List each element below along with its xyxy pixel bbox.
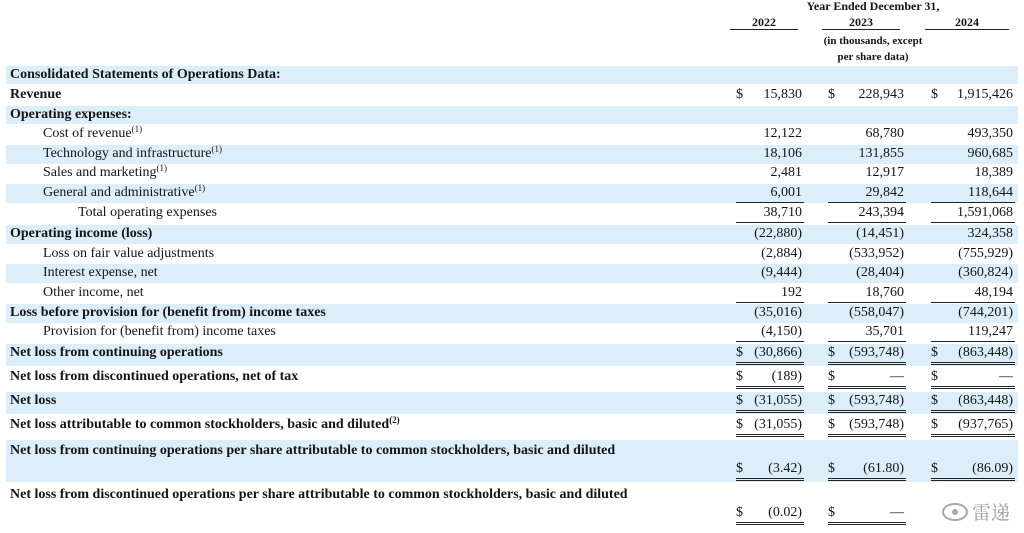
cell-value: 68,780 (865, 126, 904, 141)
cell-2023 (828, 184, 906, 203)
currency-symbol: $ (828, 505, 835, 520)
year-header-2022: 2022 (730, 16, 798, 30)
cell-value: 18,106 (763, 146, 802, 161)
cell-value: (0.02) (768, 505, 802, 520)
row-label-text: Net loss from continuing operations (10, 345, 223, 360)
cell-value: (360,824) (958, 265, 1013, 280)
cell-value: 228,943 (858, 87, 904, 102)
cell-2024 (931, 344, 1015, 365)
cell-value: (22,880) (754, 226, 802, 241)
cell-value: 48,194 (974, 285, 1013, 300)
cell-value: (593,748) (849, 417, 904, 432)
cell-2023 (828, 504, 906, 525)
watermark (942, 498, 1010, 525)
cell-value: (744,201) (958, 305, 1013, 320)
cell-value: (31,055) (754, 417, 802, 432)
year-header-2023: 2023 (822, 16, 900, 30)
footnote-marker: (2) (389, 415, 400, 425)
row-label (43, 284, 144, 302)
row-label-text: Loss on fair value adjustments (43, 246, 215, 261)
row-provision-taxes (6, 323, 1018, 342)
currency-symbol: $ (736, 393, 743, 408)
cell-value: 12,122 (763, 126, 802, 141)
cell-value: 960,685 (967, 146, 1013, 161)
weibo-eye-icon (942, 503, 968, 521)
cell-2024 (931, 204, 1015, 223)
units-note-line1: (in thousands, except (823, 35, 923, 47)
year-header-2024: 2024 (925, 16, 1009, 30)
cell-value: 119,247 (968, 324, 1013, 339)
row-label (43, 264, 158, 282)
cell-2022 (736, 184, 804, 203)
cell-value: 192 (781, 285, 802, 300)
cell-value: (14,451) (856, 226, 904, 241)
row-eps-discontinued (6, 484, 1018, 526)
cell-value: (86.09) (972, 461, 1013, 476)
currency-symbol: $ (931, 461, 938, 476)
currency-symbol: $ (828, 393, 835, 408)
currency-symbol: $ (931, 417, 938, 432)
cell-value: 6,001 (770, 185, 802, 200)
row-label (10, 304, 326, 322)
period-header: Year Ended December 31, (806, 0, 940, 13)
cell-2023 (828, 460, 906, 481)
cell-value: (35,016) (754, 305, 802, 320)
cell-value: 1,915,426 (957, 87, 1013, 102)
row-general-administrative (6, 184, 1018, 203)
cell-2022 (736, 416, 804, 437)
cell-value: 493,350 (967, 126, 1013, 141)
cell-2024 (931, 460, 1015, 481)
units-note-line2: per share data) (837, 51, 909, 63)
cell-2023 (828, 284, 906, 303)
footnote-marker: (1) (194, 183, 206, 193)
currency-symbol: $ (736, 505, 743, 520)
row-label-text: Net loss (10, 393, 57, 408)
row-other-income (6, 284, 1018, 303)
cell-value: 12,917 (865, 165, 904, 180)
currency-symbol: $ (931, 87, 938, 102)
cell-2024 (931, 392, 1015, 413)
cell-value: (593,748) (849, 393, 904, 408)
cell-value: 29,842 (865, 185, 904, 200)
cell-value: (3.42) (768, 461, 802, 476)
currency-symbol: $ (736, 345, 743, 360)
row-label-text: Revenue (10, 87, 62, 102)
currency-symbol: $ (828, 87, 835, 102)
row-cost-of-revenue (6, 125, 1018, 144)
row-operating-income (6, 225, 1018, 244)
currency-symbol: $ (931, 345, 938, 360)
footnote-marker: (1) (131, 124, 143, 134)
cell-value: (533,952) (849, 246, 904, 261)
row-label (10, 392, 56, 410)
footnote-marker: (1) (156, 163, 168, 173)
cell-2023 (828, 323, 906, 342)
row-loss-fair-value (6, 245, 1018, 264)
cell-value: (30,866) (754, 345, 802, 360)
cell-value: 15,830 (763, 87, 802, 102)
row-eps-continuing (6, 440, 1018, 482)
row-label (43, 184, 205, 202)
row-label (10, 416, 400, 434)
cell-2023 (828, 204, 906, 223)
cell-value: (593,748) (849, 345, 904, 360)
cell-2022 (736, 504, 804, 525)
currency-symbol: $ (828, 417, 835, 432)
row-label (10, 485, 730, 504)
cell-2022 (736, 368, 804, 389)
cell-value: (9,444) (761, 265, 802, 280)
cell-2023 (828, 392, 906, 413)
row-net-loss-attributable (6, 416, 1018, 438)
row-label-text: Sales and marketing (43, 165, 157, 180)
cell-value: 35,701 (865, 324, 904, 339)
cell-2024 (931, 284, 1015, 303)
cell-value: (863,448) (958, 393, 1013, 408)
cell-value: (61.80) (863, 461, 904, 476)
currency-symbol: $ (736, 417, 743, 432)
cell-value: (863,448) (958, 345, 1013, 360)
row-label-text: Operating expenses: (10, 107, 132, 122)
cell-2024 (931, 368, 1015, 389)
cell-value: 243,394 (858, 205, 904, 220)
row-loss-before-taxes (6, 304, 1018, 323)
cell-value: — (999, 369, 1013, 384)
cell-value: 1,591,068 (957, 205, 1013, 220)
currency-symbol: $ (828, 345, 835, 360)
row-revenue (6, 86, 1018, 105)
row-label-text: Net loss from continuing operations per share attributable to common stockholders, basic and diluted (10, 443, 616, 458)
cell-2023 (828, 368, 906, 389)
currency-symbol: $ (931, 369, 938, 384)
row-label (10, 225, 152, 243)
row-sales-marketing (6, 164, 1018, 183)
cell-2023 (828, 344, 906, 365)
row-net-loss (6, 392, 1018, 414)
cell-2022 (736, 323, 804, 342)
cell-value: — (890, 369, 904, 384)
row-net-loss-continuing (6, 344, 1018, 366)
row-interest-expense (6, 264, 1018, 283)
row-total-operating-expenses (6, 204, 1018, 224)
cell-value: 118,644 (968, 185, 1013, 200)
cell-2022 (736, 392, 804, 413)
cell-value: (28,404) (856, 265, 904, 280)
row-label-text: Total operating expenses (78, 205, 217, 220)
cell-value: 131,855 (858, 146, 904, 161)
cell-2022 (736, 344, 804, 365)
row-technology-infrastructure (6, 145, 1018, 164)
row-net-loss-discontinued (6, 368, 1018, 390)
units-note (806, 33, 940, 65)
row-label-text: Net loss attributable to common stockholders, basic and diluted (10, 417, 390, 432)
row-label (10, 368, 298, 386)
row-label-text: Operating income (loss) (10, 226, 153, 241)
cell-2024 (931, 416, 1015, 437)
cell-2024 (931, 323, 1015, 342)
row-label-text: Interest expense, net (43, 265, 158, 280)
cell-2023 (828, 416, 906, 437)
row-label-text: Net loss from discontinued operations, net of tax (10, 369, 299, 384)
row-label (78, 204, 217, 222)
cell-2022 (736, 204, 804, 223)
row-label-text: Loss before provision for (benefit from) income taxes (10, 305, 326, 320)
row-label (10, 441, 730, 460)
currency-symbol: $ (828, 461, 835, 476)
footnote-marker: (1) (211, 144, 223, 154)
row-label (10, 86, 61, 104)
row-label-text: Cost of revenue (43, 126, 132, 141)
cell-value: — (890, 505, 904, 520)
cell-value: (937,765) (958, 417, 1013, 432)
row-label (43, 125, 142, 143)
cell-2022 (736, 460, 804, 481)
row-label (10, 66, 281, 84)
row-label-text: Net loss from discontinued operations per share attributable to common stockholders, basic and diluted (10, 487, 628, 502)
section-header-operating-expenses (6, 106, 1018, 124)
row-label-text: Consolidated Statements of Operations Data: (10, 67, 281, 82)
cell-value: (189) (771, 369, 802, 384)
currency-symbol: $ (736, 87, 743, 102)
row-label-text: Technology and infrastructure (43, 146, 212, 161)
cell-value: (755,929) (958, 246, 1013, 261)
cell-value: 2,481 (770, 165, 802, 180)
cell-value: 18,389 (974, 165, 1013, 180)
row-label (10, 344, 223, 362)
currency-symbol: $ (828, 369, 835, 384)
cell-value: (2,884) (761, 246, 802, 261)
cell-value: 324,358 (967, 226, 1013, 241)
row-label (43, 245, 214, 263)
row-label (43, 164, 167, 182)
row-label-text: Other income, net (43, 285, 144, 300)
row-label-text: Provision for (benefit from) income taxes (43, 324, 276, 339)
cell-value: (4,150) (761, 324, 802, 339)
row-label (43, 145, 222, 163)
section-header-consolidated (6, 66, 1018, 84)
row-label (43, 323, 276, 341)
currency-symbol: $ (931, 393, 938, 408)
row-label (10, 106, 132, 124)
row-label-text: General and administrative (43, 185, 195, 200)
cell-value: (558,047) (849, 305, 904, 320)
cell-value: (31,055) (754, 393, 802, 408)
currency-symbol: $ (736, 369, 743, 384)
cell-value: 18,760 (865, 285, 904, 300)
cell-2024 (931, 184, 1015, 203)
cell-2022 (736, 284, 804, 303)
watermark-text: 雷递 (971, 502, 1010, 524)
currency-symbol: $ (736, 461, 743, 476)
cell-value: 38,710 (763, 205, 802, 220)
